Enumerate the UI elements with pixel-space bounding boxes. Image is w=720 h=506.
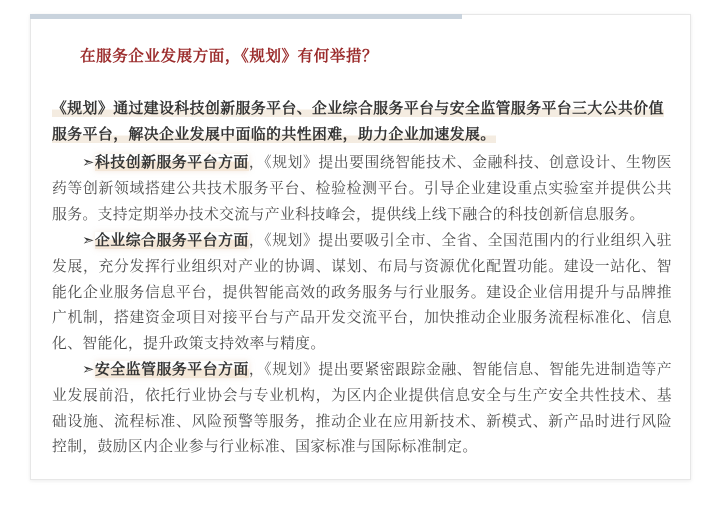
intro-paragraph [52,96,672,148]
section-safety-supervision [52,357,672,460]
section-tech-innovation [52,150,672,227]
intro-lead-text: 《规划》通过建设科技创新服务平台、企业综合服务平台与安全监管服务平台三大公共价值服务平台，解决企业发展中面临的共性困难，助力企业加速发展。 [52,100,664,143]
section-enterprise-service [52,228,672,357]
top-accent-bar [30,14,462,19]
section-key-phrase: 安全监管服务平台方面 [94,361,249,378]
section-key-phrase: 企业综合服务平台方面 [94,232,249,249]
section-body-text: ，《规划》提出要紧密跟踪金融、智能信息、智能先进制造等产业发展前沿，依托行业协会与专业机构，为区内企业提供信息安全与生产安全共性技术、基础设施、流程标准、风险预警等服务，推动企业在应用新技术、新模式、新产品时进行风险控制，鼓励区内企业参与行业标准、国家标准与国际标准制定。 [52,361,672,456]
arrow-bullet-icon: ➣ [82,232,95,249]
section-body-text: ，《规划》提出要围绕智能技术、金融科技、创意设计、生物医药等创新领域搭建公共技术服务平台、检验检测平台。引导企业建设重点实验室并提供公共服务。支持定期举办技术交流与产业科技峰会，提供线上线下融合的科技创新信息服务。 [52,154,672,223]
arrow-bullet-icon: ➣ [82,154,95,171]
section-body-text: ，《规划》提出要吸引全市、全省、全国范围内的行业组织入驻发展，充分发挥行业组织对产业的协调、谋划、布局与资源优化配置功能。建设一站化、智能化企业服务信息平台，提供智能高效的政务服务与行业服务。建设企业信用提升与品牌推广机制，搭建资金项目对接平台与产品开发交流平台，加快推动企业服务流程标准化、信息化、智能化，提升政策支持效率与精度。 [52,232,672,353]
question-heading: 在服务企业发展方面，《规划》有何举措？ [80,47,379,65]
arrow-bullet-icon: ➣ [82,361,95,378]
section-key-phrase: 科技创新服务平台方面 [94,154,249,171]
